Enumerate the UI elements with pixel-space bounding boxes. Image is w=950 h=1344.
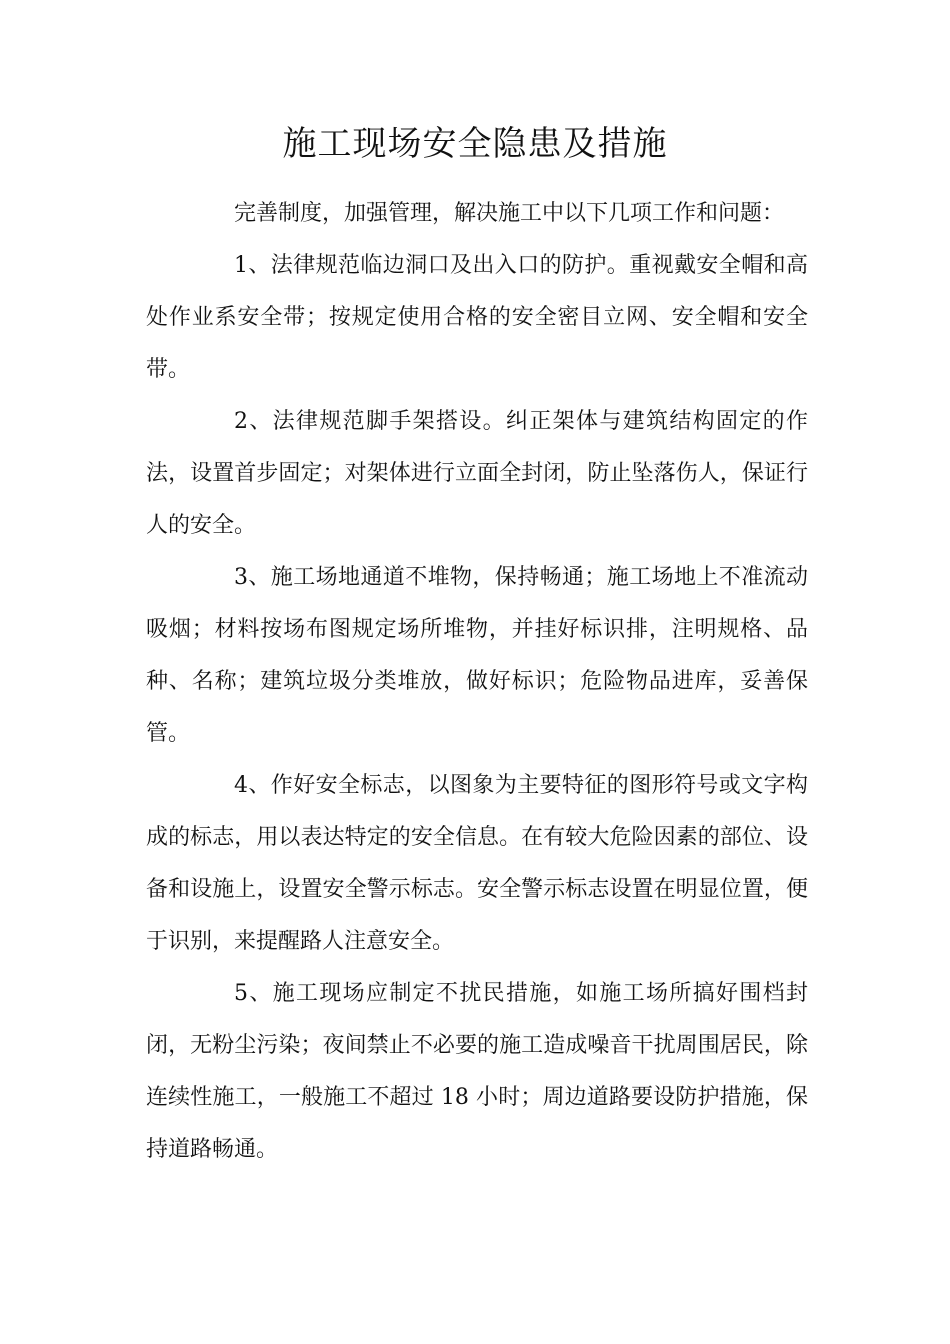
item-paragraph-1: 1、法律规范临边洞口及出入口的防护。重视戴安全帽和高处作业系安全带；按规定使用合格的安全密目立网、安全帽和安全带。 — [146, 253, 808, 382]
item-paragraph-5: 5、施工现场应制定不扰民措施，如施工场所搞好围档封闭，无粉尘污染；夜间禁止不必要的施工造成噪音干扰周围居民，除连续性施工，一般施工不超过 18 小时；周边道路要设防护措施，保持道路畅通。 — [146, 981, 808, 1162]
item-paragraph-3: 3、施工场地通道不堆物，保持畅通；施工场地上不准流动吸烟；材料按场布图规定场所堆物，并挂好标识排，注明规格、品种、名称；建筑垃圾分类堆放，做好标识；危险物品进库，妥善保管。 — [146, 565, 808, 746]
document-title: 施工现场安全隐患及措施 — [282, 124, 668, 164]
intro-paragraph: 完善制度，加强管理，解决施工中以下几项工作和问题： — [234, 201, 785, 226]
document-body — [146, 188, 808, 1176]
item-paragraph-4: 4、作好安全标志，以图象为主要特征的图形符号或文字构成的标志，用以表达特定的安全信息。在有较大危险因素的部位、设备和设施上，设置安全警示标志。安全警示标志设置在明显位置，便于识别，来提醒路人注意安全。 — [146, 773, 808, 954]
item-paragraph-2: 2、法律规范脚手架搭设。纠正架体与建筑结构固定的作法，设置首步固定；对架体进行立面全封闭，防止坠落伤人，保证行人的安全。 — [146, 409, 808, 538]
